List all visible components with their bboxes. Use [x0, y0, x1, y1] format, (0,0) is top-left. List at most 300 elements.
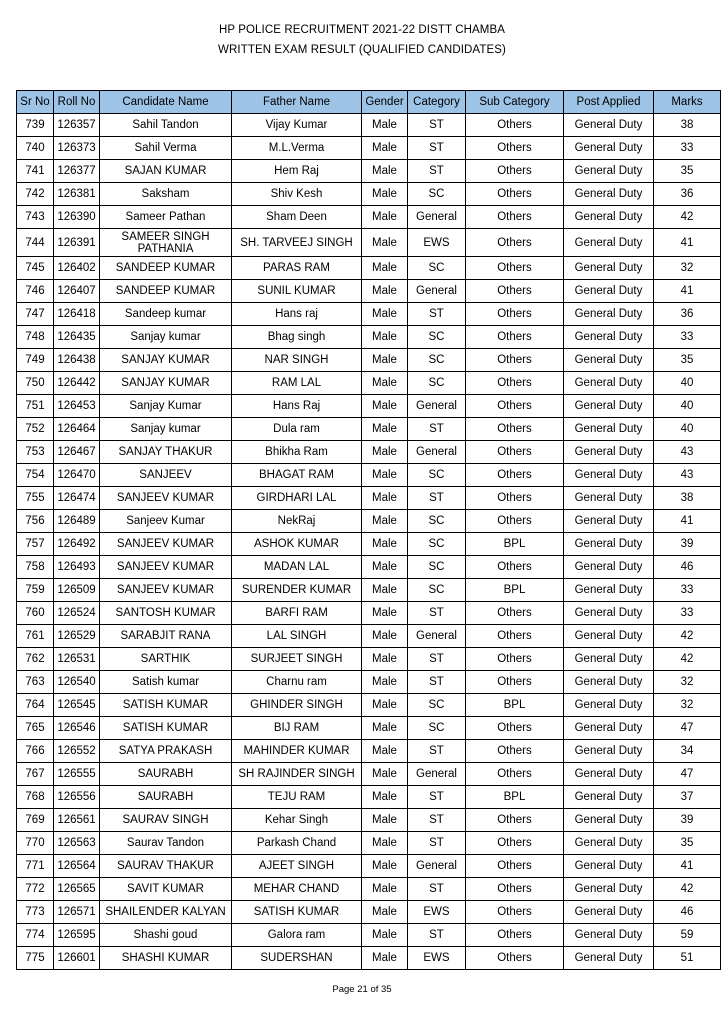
- table-row: [17, 160, 721, 183]
- sr-no-cell: 774: [17, 924, 54, 947]
- sub-category-cell: Others: [466, 418, 564, 441]
- sub-category-cell: Others: [466, 303, 564, 326]
- category-cell: ST: [408, 114, 466, 137]
- candidate-name-cell: SANJEEV KUMAR: [100, 556, 232, 579]
- table-row: [17, 280, 721, 303]
- document-subtitle: WRITTEN EXAM RESULT (QUALIFIED CANDIDATES): [218, 44, 506, 56]
- category-cell: ST: [408, 648, 466, 671]
- candidate-name-cell: SARTHIK: [100, 648, 232, 671]
- candidate-name-cell: SANJEEV KUMAR: [100, 487, 232, 510]
- roll-no-cell: 126565: [54, 878, 100, 901]
- roll-no-cell: 126435: [54, 326, 100, 349]
- table-row: [17, 229, 721, 257]
- table-row: [17, 464, 721, 487]
- father-name-cell: NekRaj: [232, 510, 362, 533]
- sub-category-cell: Others: [466, 832, 564, 855]
- sr-no-cell: 751: [17, 395, 54, 418]
- post-applied-cell: General Duty: [564, 280, 654, 303]
- roll-no-cell: 126373: [54, 137, 100, 160]
- marks-cell: 42: [654, 625, 721, 648]
- sub-category-cell: BPL: [466, 533, 564, 556]
- marks-cell: 33: [654, 137, 721, 160]
- marks-cell: 35: [654, 160, 721, 183]
- post-applied-cell: General Duty: [564, 809, 654, 832]
- table-row: [17, 487, 721, 510]
- candidate-name-cell: SAURABH: [100, 763, 232, 786]
- gender-cell: Male: [362, 740, 408, 763]
- roll-no-cell: 126470: [54, 464, 100, 487]
- table-row: [17, 349, 721, 372]
- category-cell: SC: [408, 257, 466, 280]
- father-name-cell: Hans raj: [232, 303, 362, 326]
- category-cell: ST: [408, 160, 466, 183]
- father-name-cell: Kehar Singh: [232, 809, 362, 832]
- father-name-cell: LAL SINGH: [232, 625, 362, 648]
- table-row: [17, 786, 721, 809]
- sub-category-cell: Others: [466, 487, 564, 510]
- table-row: [17, 602, 721, 625]
- marks-cell: 37: [654, 786, 721, 809]
- marks-cell: 41: [654, 855, 721, 878]
- candidate-name-cell: SANJEEV: [100, 464, 232, 487]
- sub-category-cell: Others: [466, 878, 564, 901]
- category-cell: ST: [408, 786, 466, 809]
- gender-cell: Male: [362, 602, 408, 625]
- category-cell: SC: [408, 556, 466, 579]
- gender-cell: Male: [362, 878, 408, 901]
- roll-no-cell: 126556: [54, 786, 100, 809]
- candidate-name-cell: SANDEEP KUMAR: [100, 257, 232, 280]
- table-row: [17, 832, 721, 855]
- marks-cell: 46: [654, 901, 721, 924]
- roll-no-cell: 126564: [54, 855, 100, 878]
- sub-category-cell: Others: [466, 160, 564, 183]
- table-row: [17, 855, 721, 878]
- sr-no-cell: 762: [17, 648, 54, 671]
- table-row: [17, 114, 721, 137]
- marks-cell: 41: [654, 510, 721, 533]
- category-cell: General: [408, 395, 466, 418]
- sr-no-cell: 745: [17, 257, 54, 280]
- table-row: [17, 740, 721, 763]
- marks-cell: 32: [654, 257, 721, 280]
- sr-no-cell: 756: [17, 510, 54, 533]
- candidate-name-cell: SANJEEV KUMAR: [100, 579, 232, 602]
- father-name-cell: M.L.Verma: [232, 137, 362, 160]
- gender-cell: Male: [362, 648, 408, 671]
- gender-cell: Male: [362, 763, 408, 786]
- candidate-name-cell: Saksham: [100, 183, 232, 206]
- marks-cell: 33: [654, 326, 721, 349]
- post-applied-cell: General Duty: [564, 625, 654, 648]
- gender-cell: Male: [362, 183, 408, 206]
- category-cell: EWS: [408, 947, 466, 970]
- sub-category-cell: Others: [466, 625, 564, 648]
- sub-category-cell: Others: [466, 947, 564, 970]
- candidate-name-cell: Sanjay Kumar: [100, 395, 232, 418]
- candidate-name-cell: SANDEEP KUMAR: [100, 280, 232, 303]
- gender-cell: Male: [362, 694, 408, 717]
- sr-no-cell: 744: [17, 229, 54, 257]
- sub-category-cell: Others: [466, 114, 564, 137]
- sr-no-cell: 753: [17, 441, 54, 464]
- col-post-applied: Post Applied: [564, 91, 654, 114]
- post-applied-cell: General Duty: [564, 464, 654, 487]
- father-name-cell: BARFI RAM: [232, 602, 362, 625]
- father-name-cell: TEJU RAM: [232, 786, 362, 809]
- table-row: [17, 395, 721, 418]
- sub-category-cell: Others: [466, 510, 564, 533]
- sub-category-cell: Others: [466, 648, 564, 671]
- table-row: [17, 717, 721, 740]
- table-row: [17, 648, 721, 671]
- marks-cell: 35: [654, 832, 721, 855]
- father-name-cell: ASHOK KUMAR: [232, 533, 362, 556]
- post-applied-cell: General Duty: [564, 717, 654, 740]
- post-applied-cell: General Duty: [564, 418, 654, 441]
- sr-no-cell: 761: [17, 625, 54, 648]
- candidate-name-cell: SAJAN KUMAR: [100, 160, 232, 183]
- father-name-cell: BHAGAT RAM: [232, 464, 362, 487]
- sr-no-cell: 775: [17, 947, 54, 970]
- father-name-cell: Hans Raj: [232, 395, 362, 418]
- roll-no-cell: 126390: [54, 206, 100, 229]
- candidate-name-cell: Sameer Pathan: [100, 206, 232, 229]
- post-applied-cell: General Duty: [564, 257, 654, 280]
- roll-no-cell: 126489: [54, 510, 100, 533]
- table-row: [17, 901, 721, 924]
- marks-cell: 59: [654, 924, 721, 947]
- roll-no-cell: 126464: [54, 418, 100, 441]
- category-cell: SC: [408, 694, 466, 717]
- gender-cell: Male: [362, 786, 408, 809]
- father-name-cell: Vijay Kumar: [232, 114, 362, 137]
- candidate-name-cell: SAURAV SINGH: [100, 809, 232, 832]
- post-applied-cell: General Duty: [564, 510, 654, 533]
- category-cell: ST: [408, 602, 466, 625]
- gender-cell: Male: [362, 533, 408, 556]
- sub-category-cell: Others: [466, 206, 564, 229]
- sr-no-cell: 750: [17, 372, 54, 395]
- marks-cell: 47: [654, 763, 721, 786]
- father-name-cell: SATISH KUMAR: [232, 901, 362, 924]
- post-applied-cell: General Duty: [564, 183, 654, 206]
- roll-no-cell: 126391: [54, 229, 100, 257]
- gender-cell: Male: [362, 901, 408, 924]
- sr-no-cell: 765: [17, 717, 54, 740]
- col-father-name: Father Name: [232, 91, 362, 114]
- sub-category-cell: Others: [466, 326, 564, 349]
- category-cell: General: [408, 855, 466, 878]
- sub-category-cell: Others: [466, 229, 564, 257]
- marks-cell: 41: [654, 280, 721, 303]
- post-applied-cell: General Duty: [564, 160, 654, 183]
- table-row: [17, 372, 721, 395]
- sr-no-cell: 770: [17, 832, 54, 855]
- candidate-name-cell: SARABJIT RANA: [100, 625, 232, 648]
- category-cell: General: [408, 441, 466, 464]
- post-applied-cell: General Duty: [564, 648, 654, 671]
- category-cell: SC: [408, 510, 466, 533]
- gender-cell: Male: [362, 206, 408, 229]
- category-cell: ST: [408, 924, 466, 947]
- table-row: [17, 183, 721, 206]
- table-row: [17, 206, 721, 229]
- col-gender: Gender: [362, 91, 408, 114]
- gender-cell: Male: [362, 441, 408, 464]
- category-cell: General: [408, 206, 466, 229]
- father-name-cell: RAM LAL: [232, 372, 362, 395]
- roll-no-cell: 126545: [54, 694, 100, 717]
- candidate-name-cell: SAURAV THAKUR: [100, 855, 232, 878]
- roll-no-cell: 126453: [54, 395, 100, 418]
- sub-category-cell: Others: [466, 556, 564, 579]
- roll-no-cell: 126493: [54, 556, 100, 579]
- candidate-name-cell: SAVIT KUMAR: [100, 878, 232, 901]
- category-cell: SC: [408, 349, 466, 372]
- page-number: Page 21 of 35: [332, 984, 392, 995]
- sub-category-cell: Others: [466, 809, 564, 832]
- roll-no-cell: 126531: [54, 648, 100, 671]
- category-cell: ST: [408, 740, 466, 763]
- category-cell: General: [408, 280, 466, 303]
- table-body: [17, 114, 721, 970]
- category-cell: SC: [408, 464, 466, 487]
- roll-no-cell: 126467: [54, 441, 100, 464]
- father-name-cell: Hem Raj: [232, 160, 362, 183]
- table-row: [17, 257, 721, 280]
- father-name-cell: MEHAR CHAND: [232, 878, 362, 901]
- candidate-name-cell: SAMEER SINGH PATHANIA: [100, 229, 232, 257]
- sub-category-cell: BPL: [466, 694, 564, 717]
- roll-no-cell: 126595: [54, 924, 100, 947]
- post-applied-cell: General Duty: [564, 901, 654, 924]
- table-row: [17, 441, 721, 464]
- sr-no-cell: 740: [17, 137, 54, 160]
- sr-no-cell: 749: [17, 349, 54, 372]
- gender-cell: Male: [362, 395, 408, 418]
- table-row: [17, 878, 721, 901]
- roll-no-cell: 126418: [54, 303, 100, 326]
- roll-no-cell: 126509: [54, 579, 100, 602]
- father-name-cell: Galora ram: [232, 924, 362, 947]
- roll-no-cell: 126357: [54, 114, 100, 137]
- gender-cell: Male: [362, 257, 408, 280]
- marks-cell: 43: [654, 441, 721, 464]
- col-category: Category: [408, 91, 466, 114]
- post-applied-cell: General Duty: [564, 533, 654, 556]
- post-applied-cell: General Duty: [564, 229, 654, 257]
- sr-no-cell: 760: [17, 602, 54, 625]
- roll-no-cell: 126524: [54, 602, 100, 625]
- sub-category-cell: BPL: [466, 786, 564, 809]
- roll-no-cell: 126438: [54, 349, 100, 372]
- gender-cell: Male: [362, 349, 408, 372]
- sub-category-cell: Others: [466, 717, 564, 740]
- sr-no-cell: 741: [17, 160, 54, 183]
- marks-cell: 39: [654, 809, 721, 832]
- sr-no-cell: 752: [17, 418, 54, 441]
- roll-no-cell: 126407: [54, 280, 100, 303]
- gender-cell: Male: [362, 137, 408, 160]
- category-cell: EWS: [408, 901, 466, 924]
- table-row: [17, 326, 721, 349]
- sr-no-cell: 757: [17, 533, 54, 556]
- post-applied-cell: General Duty: [564, 206, 654, 229]
- gender-cell: Male: [362, 671, 408, 694]
- sr-no-cell: 773: [17, 901, 54, 924]
- post-applied-cell: General Duty: [564, 602, 654, 625]
- post-applied-cell: General Duty: [564, 487, 654, 510]
- post-applied-cell: General Duty: [564, 349, 654, 372]
- col-candidate-name: Candidate Name: [100, 91, 232, 114]
- roll-no-cell: 126381: [54, 183, 100, 206]
- candidate-name-cell: SATISH KUMAR: [100, 717, 232, 740]
- father-name-cell: BIJ RAM: [232, 717, 362, 740]
- marks-cell: 35: [654, 349, 721, 372]
- category-cell: ST: [408, 487, 466, 510]
- candidate-name-cell: Sanjay kumar: [100, 418, 232, 441]
- post-applied-cell: General Duty: [564, 579, 654, 602]
- sub-category-cell: Others: [466, 901, 564, 924]
- gender-cell: Male: [362, 487, 408, 510]
- col-sr-no: Sr No: [17, 91, 54, 114]
- candidate-name-cell: SATYA PRAKASH: [100, 740, 232, 763]
- father-name-cell: SUNIL KUMAR: [232, 280, 362, 303]
- category-cell: ST: [408, 303, 466, 326]
- post-applied-cell: General Duty: [564, 303, 654, 326]
- category-cell: ST: [408, 809, 466, 832]
- candidate-name-cell: Sanjeev Kumar: [100, 510, 232, 533]
- sub-category-cell: Others: [466, 763, 564, 786]
- father-name-cell: GIRDHARI LAL: [232, 487, 362, 510]
- candidate-name-cell: SANJAY KUMAR: [100, 372, 232, 395]
- gender-cell: Male: [362, 114, 408, 137]
- category-cell: ST: [408, 832, 466, 855]
- roll-no-cell: 126546: [54, 717, 100, 740]
- sr-no-cell: 742: [17, 183, 54, 206]
- roll-no-cell: 126561: [54, 809, 100, 832]
- father-name-cell: Sham Deen: [232, 206, 362, 229]
- table-row: [17, 625, 721, 648]
- roll-no-cell: 126377: [54, 160, 100, 183]
- document-title: HP POLICE RECRUITMENT 2021-22 DISTT CHAMBA: [218, 24, 506, 36]
- category-cell: General: [408, 625, 466, 648]
- gender-cell: Male: [362, 464, 408, 487]
- sr-no-cell: 748: [17, 326, 54, 349]
- post-applied-cell: General Duty: [564, 556, 654, 579]
- sr-no-cell: 764: [17, 694, 54, 717]
- sub-category-cell: Others: [466, 924, 564, 947]
- father-name-cell: MADAN LAL: [232, 556, 362, 579]
- marks-cell: 36: [654, 183, 721, 206]
- candidate-name-cell: SANJEEV KUMAR: [100, 533, 232, 556]
- candidate-name-cell: SHAILENDER KALYAN: [100, 901, 232, 924]
- table-row: [17, 694, 721, 717]
- gender-cell: Male: [362, 924, 408, 947]
- table-row: [17, 947, 721, 970]
- gender-cell: Male: [362, 280, 408, 303]
- marks-cell: 51: [654, 947, 721, 970]
- category-cell: ST: [408, 671, 466, 694]
- marks-cell: 42: [654, 648, 721, 671]
- father-name-cell: GHINDER SINGH: [232, 694, 362, 717]
- sub-category-cell: Others: [466, 464, 564, 487]
- gender-cell: Male: [362, 809, 408, 832]
- father-name-cell: Shiv Kesh: [232, 183, 362, 206]
- roll-no-cell: 126402: [54, 257, 100, 280]
- gender-cell: Male: [362, 229, 408, 257]
- post-applied-cell: General Duty: [564, 137, 654, 160]
- sub-category-cell: Others: [466, 855, 564, 878]
- table-row: [17, 763, 721, 786]
- roll-no-cell: 126442: [54, 372, 100, 395]
- father-name-cell: Bhikha Ram: [232, 441, 362, 464]
- father-name-cell: SUDERSHAN: [232, 947, 362, 970]
- post-applied-cell: General Duty: [564, 878, 654, 901]
- father-name-cell: Charnu ram: [232, 671, 362, 694]
- father-name-cell: Bhag singh: [232, 326, 362, 349]
- sr-no-cell: 754: [17, 464, 54, 487]
- sr-no-cell: 755: [17, 487, 54, 510]
- category-cell: SC: [408, 372, 466, 395]
- gender-cell: Male: [362, 510, 408, 533]
- category-cell: ST: [408, 418, 466, 441]
- table-row: [17, 510, 721, 533]
- father-name-cell: SURENDER KUMAR: [232, 579, 362, 602]
- gender-cell: Male: [362, 579, 408, 602]
- roll-no-cell: 126563: [54, 832, 100, 855]
- col-sub-category: Sub Category: [466, 91, 564, 114]
- father-name-cell: MAHINDER KUMAR: [232, 740, 362, 763]
- marks-cell: 36: [654, 303, 721, 326]
- gender-cell: Male: [362, 418, 408, 441]
- candidate-name-cell: Sanjay kumar: [100, 326, 232, 349]
- father-name-cell: Parkash Chand: [232, 832, 362, 855]
- sub-category-cell: Others: [466, 137, 564, 160]
- table-header-row: [17, 91, 721, 114]
- sr-no-cell: 772: [17, 878, 54, 901]
- marks-cell: 42: [654, 206, 721, 229]
- sr-no-cell: 771: [17, 855, 54, 878]
- post-applied-cell: General Duty: [564, 114, 654, 137]
- table-row: [17, 137, 721, 160]
- marks-cell: 39: [654, 533, 721, 556]
- table-row: [17, 303, 721, 326]
- table-row: [17, 924, 721, 947]
- gender-cell: Male: [362, 625, 408, 648]
- candidate-name-cell: SATISH KUMAR: [100, 694, 232, 717]
- sr-no-cell: 758: [17, 556, 54, 579]
- post-applied-cell: General Duty: [564, 441, 654, 464]
- marks-cell: 40: [654, 372, 721, 395]
- sr-no-cell: 746: [17, 280, 54, 303]
- post-applied-cell: General Duty: [564, 694, 654, 717]
- category-cell: SC: [408, 717, 466, 740]
- sub-category-cell: Others: [466, 441, 564, 464]
- sr-no-cell: 739: [17, 114, 54, 137]
- gender-cell: Male: [362, 326, 408, 349]
- sub-category-cell: Others: [466, 183, 564, 206]
- marks-cell: 43: [654, 464, 721, 487]
- col-roll-no: Roll No: [54, 91, 100, 114]
- candidate-name-cell: Saurav Tandon: [100, 832, 232, 855]
- roll-no-cell: 126474: [54, 487, 100, 510]
- roll-no-cell: 126540: [54, 671, 100, 694]
- father-name-cell: AJEET SINGH: [232, 855, 362, 878]
- post-applied-cell: General Duty: [564, 372, 654, 395]
- sub-category-cell: Others: [466, 671, 564, 694]
